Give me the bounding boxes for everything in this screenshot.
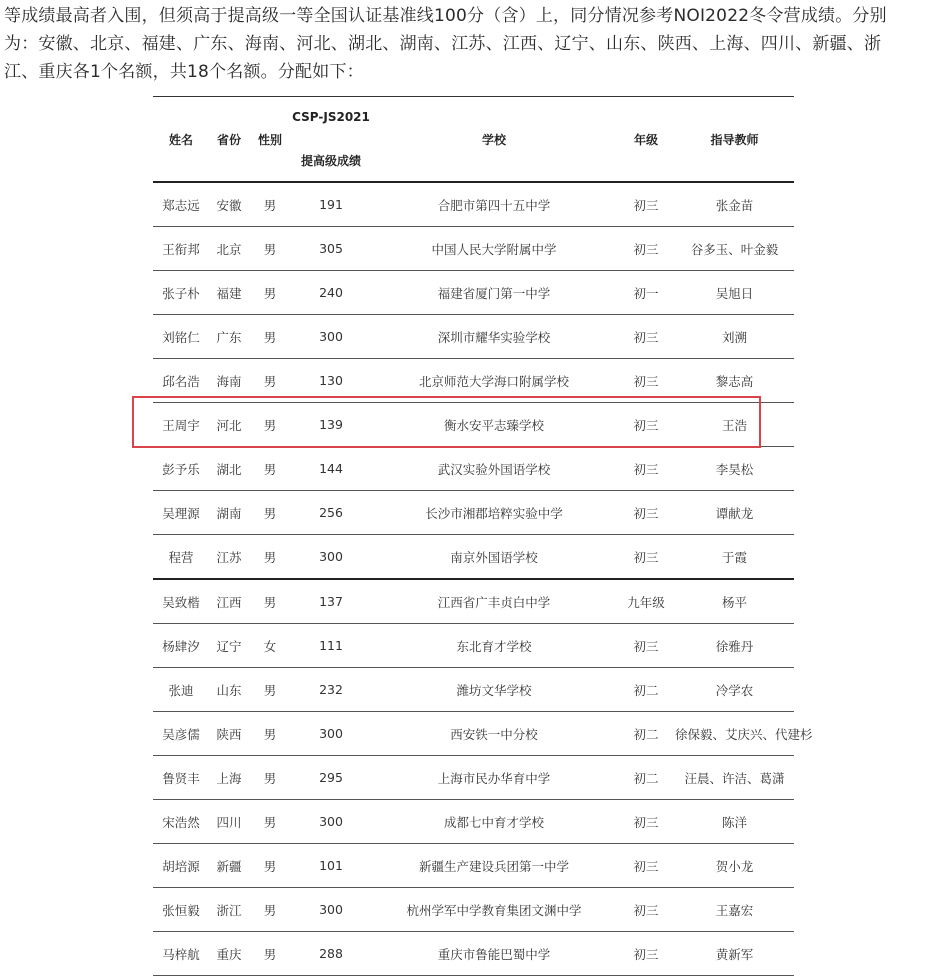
quota-table-container xyxy=(153,96,813,976)
cell-sex: 男 xyxy=(263,902,277,918)
cell-score: 300 xyxy=(319,814,343,829)
cell-school: 成都七中育才学校 xyxy=(443,814,544,830)
cell-school: 上海市民办华育中学 xyxy=(437,770,551,786)
cell-teacher: 黄新军 xyxy=(715,946,754,962)
cell-province: 福建 xyxy=(216,285,242,301)
cell-name: 王衔邦 xyxy=(162,241,200,257)
cell-teacher: 谭献龙 xyxy=(715,505,754,521)
cell-grade: 初三 xyxy=(633,814,659,830)
cell-grade: 初三 xyxy=(633,858,659,874)
cell-sex: 男 xyxy=(263,770,277,786)
cell-school: 长沙市湘郡培粹实验中学 xyxy=(425,505,563,521)
cell-teacher: 张金苗 xyxy=(715,197,754,213)
cell-grade: 初二 xyxy=(633,726,659,742)
cell-sex: 男 xyxy=(263,373,277,389)
header-sex: 性别 xyxy=(257,132,282,147)
table-row xyxy=(153,271,794,315)
table-row xyxy=(153,359,794,403)
cell-grade: 初三 xyxy=(633,946,659,962)
table-row xyxy=(153,844,794,888)
cell-name: 程营 xyxy=(168,549,194,565)
cell-school: 杭州学军中学教育集团文渊中学 xyxy=(406,902,582,918)
cell-province: 河北 xyxy=(216,417,242,433)
quota-table xyxy=(153,96,813,976)
cell-province: 浙江 xyxy=(216,902,242,918)
table-row xyxy=(153,535,794,580)
cell-name: 郑志远 xyxy=(162,197,200,213)
cell-province: 广东 xyxy=(216,329,242,345)
cell-province: 四川 xyxy=(216,814,242,830)
cell-sex: 男 xyxy=(263,505,277,521)
cell-school: 南京外国语学校 xyxy=(450,549,538,565)
table-row xyxy=(153,800,794,844)
header-grade: 年级 xyxy=(633,132,658,147)
table-row xyxy=(153,756,794,800)
cell-grade: 初三 xyxy=(633,549,659,565)
cell-name: 张子朴 xyxy=(162,285,200,301)
cell-sex: 男 xyxy=(263,285,277,301)
cell-grade: 初一 xyxy=(633,285,659,301)
cell-teacher: 谷多玉、叶金毅 xyxy=(690,241,779,257)
table-row xyxy=(153,182,794,227)
cell-school: 江西省广丰贞白中学 xyxy=(437,594,551,610)
cell-score: 300 xyxy=(319,549,343,564)
cell-name: 吴致楷 xyxy=(162,594,200,610)
cell-score: 256 xyxy=(319,505,343,520)
cell-grade: 初三 xyxy=(633,373,659,389)
header-province: 省份 xyxy=(216,132,241,147)
table-header-row xyxy=(153,97,794,183)
cell-teacher: 刘溯 xyxy=(721,329,747,345)
intro-line: 为：安徽、北京、福建、广东、海南、河北、湖北、湖南、江苏、江西、辽宁、山东、陕西、上海、四川、新疆、浙 xyxy=(4,34,882,54)
cell-school: 合肥市第四十五中学 xyxy=(437,197,551,213)
cell-name: 张恒毅 xyxy=(162,902,200,918)
cell-province: 海南 xyxy=(216,373,242,389)
table-row xyxy=(153,579,794,624)
cell-grade: 初三 xyxy=(633,638,659,654)
cell-sex: 男 xyxy=(263,549,277,565)
cell-province: 新疆 xyxy=(216,858,242,874)
cell-province: 安徽 xyxy=(216,197,242,213)
intro-line: 江、重庆各1个名额，共18个名额。分配如下： xyxy=(4,62,364,82)
cell-sex: 男 xyxy=(263,726,277,742)
cell-teacher: 黎志高 xyxy=(715,373,754,389)
cell-name: 邱名浩 xyxy=(162,373,200,389)
cell-score: 130 xyxy=(319,373,343,388)
cell-sex: 男 xyxy=(263,417,277,433)
cell-province: 辽宁 xyxy=(216,638,242,654)
cell-school: 中国人民大学附属中学 xyxy=(431,241,557,257)
cell-teacher: 徐保毅、艾庆兴、代建杉 xyxy=(675,726,813,742)
cell-score: 295 xyxy=(319,770,343,785)
cell-score: 191 xyxy=(319,197,343,212)
cell-name: 刘铭仁 xyxy=(162,329,200,345)
cell-name: 彭予乐 xyxy=(162,461,200,477)
cell-score: 300 xyxy=(319,329,343,344)
cell-province: 江苏 xyxy=(216,549,242,565)
cell-school: 潍坊文华学校 xyxy=(456,682,532,698)
cell-grade: 初二 xyxy=(633,770,659,786)
table-row xyxy=(153,447,794,491)
header-teacher: 指导教师 xyxy=(710,132,759,147)
cell-province: 湖南 xyxy=(216,505,242,521)
cell-teacher: 王嘉宏 xyxy=(715,902,754,918)
table-row xyxy=(153,932,794,976)
cell-province: 重庆 xyxy=(216,946,242,962)
cell-grade: 初三 xyxy=(633,505,659,521)
cell-school: 西安铁一中分校 xyxy=(450,726,538,742)
cell-score: 101 xyxy=(319,858,343,873)
cell-school: 东北育才学校 xyxy=(456,638,532,654)
cell-grade: 初二 xyxy=(633,682,659,698)
cell-province: 陕西 xyxy=(216,726,242,742)
cell-teacher: 陈洋 xyxy=(721,814,747,830)
cell-teacher: 徐雅丹 xyxy=(715,638,754,654)
header-score xyxy=(291,97,371,183)
cell-teacher: 冷学农 xyxy=(715,682,754,698)
cell-school: 武汉实验外国语学校 xyxy=(437,461,551,477)
header-name: 姓名 xyxy=(168,132,193,147)
cell-grade: 初三 xyxy=(633,902,659,918)
cell-sex: 男 xyxy=(263,682,277,698)
cell-score: 144 xyxy=(319,461,343,476)
cell-grade: 初三 xyxy=(633,241,659,257)
cell-score: 288 xyxy=(319,946,343,961)
intro-paragraph xyxy=(4,2,932,86)
cell-teacher: 于霞 xyxy=(721,549,747,565)
table-row xyxy=(153,403,794,447)
cell-score: 300 xyxy=(319,902,343,917)
cell-province: 江西 xyxy=(216,594,242,610)
cell-teacher: 李昊松 xyxy=(715,461,754,477)
cell-school: 新疆生产建设兵团第一中学 xyxy=(418,858,569,874)
table-row xyxy=(153,888,794,932)
header-school: 学校 xyxy=(481,132,506,147)
cell-grade: 初三 xyxy=(633,329,659,345)
cell-score: 139 xyxy=(319,417,343,432)
cell-teacher: 吴旭日 xyxy=(715,285,754,301)
table-row xyxy=(153,624,794,668)
table-body xyxy=(153,182,813,976)
cell-teacher: 杨平 xyxy=(721,594,747,610)
cell-name: 张迪 xyxy=(168,682,194,698)
cell-name: 吴理源 xyxy=(162,505,200,521)
cell-sex: 男 xyxy=(263,241,277,257)
table-header xyxy=(153,97,794,183)
cell-sex: 男 xyxy=(263,594,277,610)
cell-name: 胡培源 xyxy=(162,858,200,874)
cell-name: 宋浩然 xyxy=(162,814,200,830)
cell-sex: 男 xyxy=(263,197,277,213)
cell-school: 重庆市鲁能巴蜀中学 xyxy=(437,946,551,962)
cell-province: 北京 xyxy=(216,241,242,257)
cell-teacher: 王浩 xyxy=(721,417,747,433)
cell-name: 吴彦儒 xyxy=(162,726,200,742)
cell-province: 上海 xyxy=(216,770,242,786)
header-score-line2: 提高级成绩 xyxy=(300,154,361,168)
cell-sex: 女 xyxy=(263,638,277,654)
cell-name: 鲁贤丰 xyxy=(162,770,200,786)
cell-score: 240 xyxy=(319,285,343,300)
cell-score: 232 xyxy=(319,682,343,697)
cell-score: 111 xyxy=(319,638,343,653)
cell-school: 衡水安平志臻学校 xyxy=(443,417,544,433)
cell-school: 深圳市耀华实验学校 xyxy=(437,329,551,345)
cell-name: 杨肆汐 xyxy=(162,638,200,654)
cell-province: 湖北 xyxy=(216,461,242,477)
cell-sex: 男 xyxy=(263,858,277,874)
table-row xyxy=(153,227,794,271)
cell-province: 山东 xyxy=(216,682,242,698)
cell-school: 北京师范大学海口附属学校 xyxy=(418,373,569,389)
cell-grade: 九年级 xyxy=(627,594,665,610)
cell-name: 王周宇 xyxy=(162,417,200,433)
table-row xyxy=(153,668,794,712)
cell-school: 福建省厦门第一中学 xyxy=(437,285,551,301)
cell-sex: 男 xyxy=(263,814,277,830)
cell-sex: 男 xyxy=(263,946,277,962)
cell-score: 137 xyxy=(319,594,343,609)
cell-score: 305 xyxy=(319,241,343,256)
cell-teacher: 贺小龙 xyxy=(715,858,754,874)
header-score-line1: CSP-JS2021 xyxy=(292,110,370,124)
table-row xyxy=(153,315,794,359)
cell-sex: 男 xyxy=(263,461,277,477)
cell-score: 300 xyxy=(319,726,343,741)
cell-grade: 初三 xyxy=(633,417,659,433)
table-row xyxy=(153,491,794,535)
table-row xyxy=(153,712,794,756)
cell-grade: 初三 xyxy=(633,461,659,477)
cell-sex: 男 xyxy=(263,329,277,345)
cell-grade: 初三 xyxy=(633,197,659,213)
intro-line: 等成绩最高者入围，但须高于提高级一等全国认证基准线100分（含）上，同分情况参考NOI2022冬令营成绩。分别 xyxy=(4,6,887,26)
cell-name: 马梓航 xyxy=(162,946,200,962)
cell-teacher: 汪晨、许洁、葛潇 xyxy=(684,770,785,786)
